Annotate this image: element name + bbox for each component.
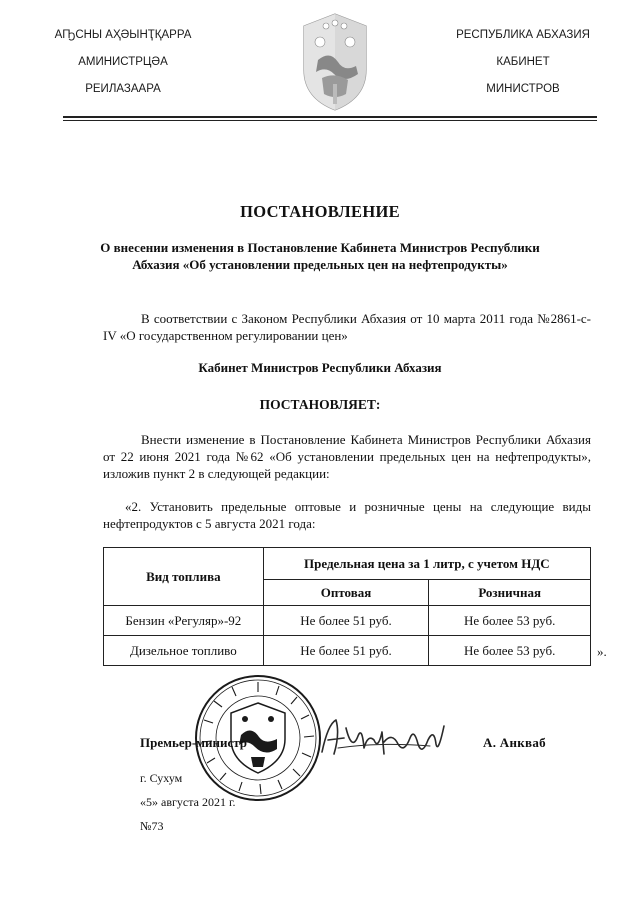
letterhead-right bbox=[423, 28, 623, 109]
header-max-price: Предельная цена за 1 литр, с учетом НДС bbox=[263, 548, 590, 580]
cell-retail: Не более 53 руб. bbox=[429, 606, 591, 636]
preamble-paragraph: В соответствии с Законом Республики Абхазия от 10 марта 2011 года №2861-с-IV «О государственном регулировании цен» bbox=[103, 311, 591, 343]
handwritten-signature bbox=[318, 714, 448, 760]
table-row bbox=[104, 606, 591, 636]
signatory-name: А. Анкваб bbox=[483, 735, 546, 750]
header-wholesale: Оптовая bbox=[263, 580, 429, 606]
issue-city: г. Сухум bbox=[140, 771, 183, 785]
issue-date: «5» августа 2021 г. bbox=[140, 795, 236, 809]
body-paragraph-2: «2. Установить предельные оптовые и розничные цены на следующие виды нефтепродуктов с 5 августа 2021 года: bbox=[103, 499, 591, 531]
letterhead-right-line-3: МИНИСТРОВ bbox=[486, 83, 560, 95]
header-divider-thick bbox=[63, 116, 597, 118]
header-retail: Розничная bbox=[429, 580, 591, 606]
coat-of-arms-emblem bbox=[300, 12, 370, 112]
body-paragraph-1: Внести изменение в Постановление Кабинета Министров Республики Абхазия от 22 июня 2021 года №62 «Об установлении предельных цен на нефтепродукты», изложив пункт 2 в следующей редакции: bbox=[103, 432, 591, 481]
fuel-price-table bbox=[103, 547, 591, 666]
letterhead bbox=[0, 0, 640, 120]
document-subtitle: О внесении изменения в Постановление Кабинета Министров Республики Абхазия «Об установлении предельных цен на нефтепродукты» bbox=[100, 240, 540, 272]
letterhead-left-line-1: АҦСНЫ АҲӘЫНҬҚАРРА bbox=[54, 29, 192, 41]
document-title: ПОСТАНОВЛЕНИЕ bbox=[240, 202, 400, 221]
cell-retail: Не более 53 руб. bbox=[429, 636, 591, 666]
cell-fuel: Дизельное топливо bbox=[104, 636, 264, 666]
signatory-title: Премьер-министр bbox=[140, 735, 248, 750]
cell-fuel: Бензин «Регуляр»-92 bbox=[104, 606, 264, 636]
letterhead-left-line-3: РЕИЛАЗААРА bbox=[85, 83, 161, 95]
letterhead-left bbox=[23, 28, 223, 109]
cabinet-heading: Кабинет Министров Республики Абхазия bbox=[198, 360, 442, 375]
closing-quote: ». bbox=[597, 644, 607, 659]
header-fuel-type: Вид топлива bbox=[104, 548, 264, 606]
letterhead-right-line-1: РЕСПУБЛИКА АБХАЗИЯ bbox=[456, 29, 590, 41]
header-divider-thin bbox=[63, 120, 597, 121]
resolves-heading: ПОСТАНОВЛЯЕТ: bbox=[259, 397, 381, 412]
cell-wholesale: Не более 51 руб. bbox=[263, 606, 429, 636]
cell-wholesale: Не более 51 руб. bbox=[263, 636, 429, 666]
document-number: №73 bbox=[140, 819, 164, 833]
letterhead-left-line-2: АМИНИСТРЦӘА bbox=[78, 56, 168, 68]
letterhead-right-line-2: КАБИНЕТ bbox=[496, 56, 550, 68]
table-row bbox=[104, 636, 591, 666]
